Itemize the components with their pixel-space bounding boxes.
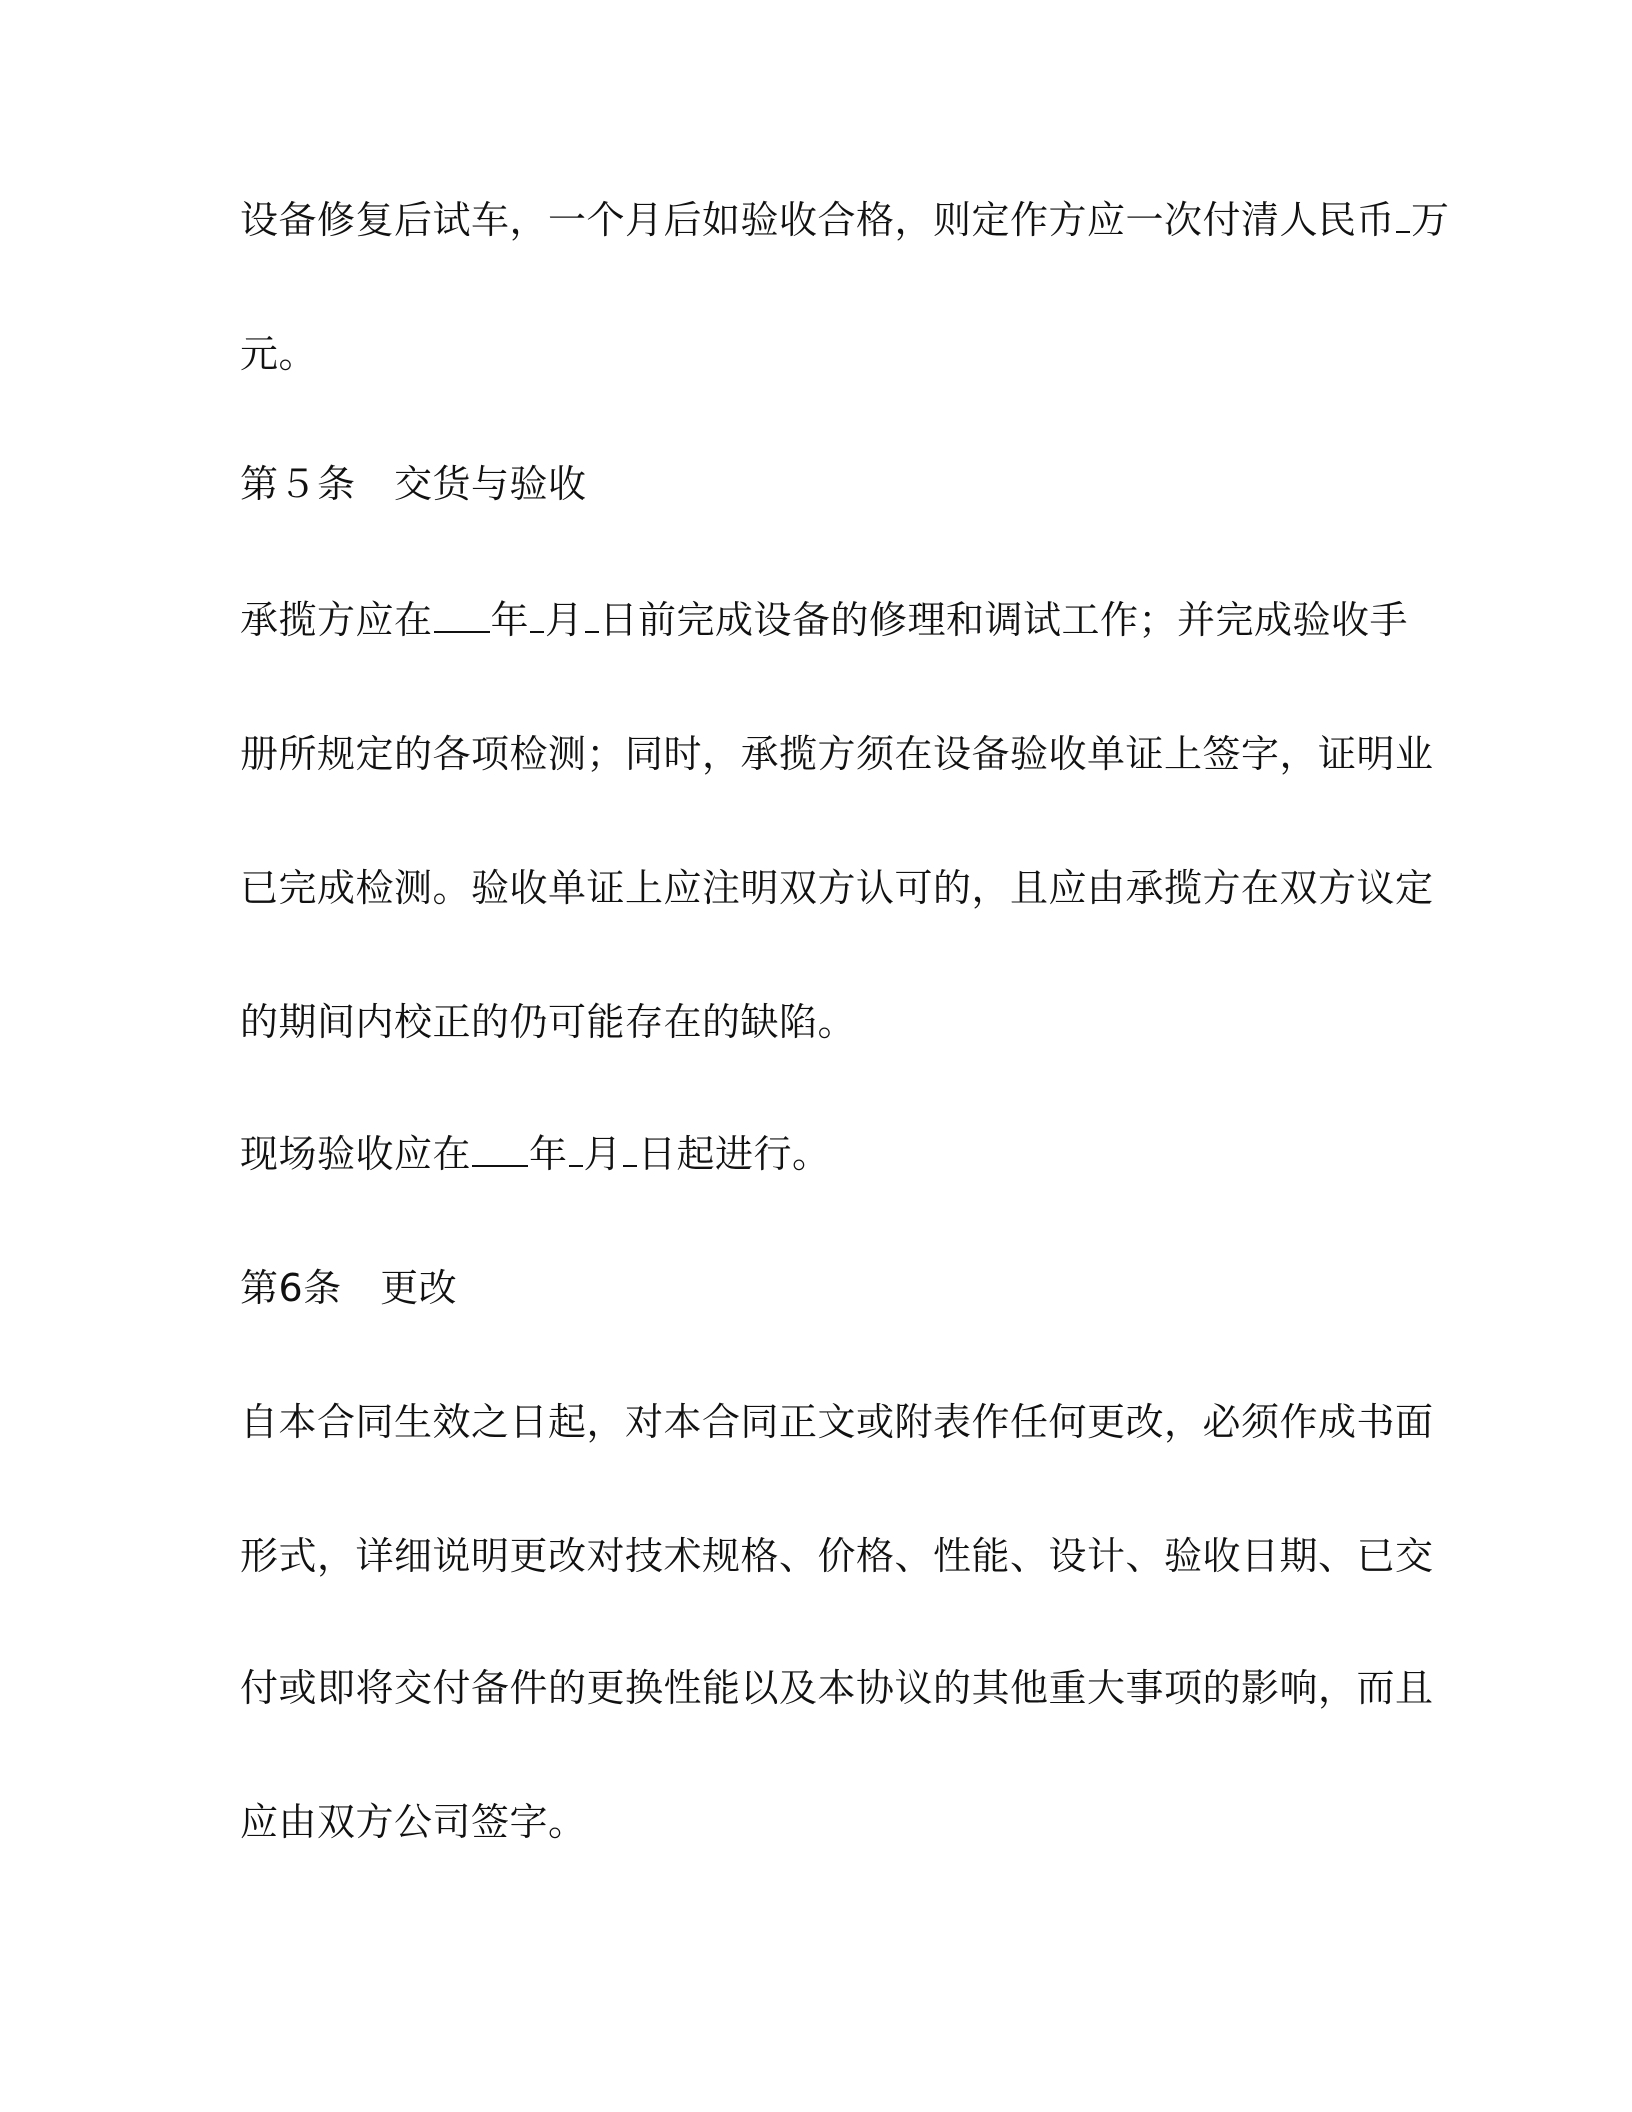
line-text: 月 [545, 598, 584, 642]
line-text: 设备修复后试车，一个月后如验收合格，则定作方应一次付清人民币 [240, 198, 1396, 242]
heading-text: 第５条 交货与验收 [240, 462, 587, 506]
paragraph-line-7 [240, 998, 1400, 1046]
paragraph-line-11 [240, 1532, 1434, 1580]
year-blank [434, 597, 490, 633]
section-heading-6 [240, 1264, 1400, 1312]
paragraph-line-5 [240, 730, 1434, 778]
month-blank [569, 1131, 583, 1167]
line-text: 年 [529, 1132, 568, 1176]
year-blank [472, 1131, 528, 1167]
line-text: 月 [583, 1132, 623, 1176]
paragraph-line-2 [240, 330, 1400, 378]
paragraph-line-12 [240, 1664, 1434, 1712]
line-text: 已完成检测。验收单证上应注明双方认可的，且应由承揽方在双方议定 [240, 866, 1434, 910]
line-text: 的期间内校正的仍可能存在的缺陷。 [240, 1000, 857, 1044]
line-text: 应由双方公司签字。 [240, 1800, 587, 1844]
line-text: 现场验收应在 [240, 1132, 472, 1176]
line-text: 年 [490, 598, 530, 642]
month-blank [530, 597, 544, 633]
paragraph-line-1 [240, 196, 1450, 244]
paragraph-line-8 [240, 1130, 1400, 1178]
line-text: 元。 [240, 332, 318, 376]
line-text: 形式，详细说明更改对技术规格、价格、性能、设计、验收日期、已交 [240, 1534, 1434, 1578]
heading-text: 第6条 更改 [240, 1266, 458, 1310]
paragraph-line-13 [240, 1798, 1400, 1846]
line-text: 自本合同生效之日起，对本合同正文或附表作任何更改，必须作成书面 [240, 1400, 1434, 1444]
paragraph-line-4 [240, 596, 1409, 644]
line-text: 付或即将交付备件的更换性能以及本协议的其他重大事项的影响，而且 [240, 1666, 1434, 1710]
day-blank [585, 597, 599, 633]
paragraph-line-10 [240, 1398, 1434, 1446]
day-blank [623, 1131, 637, 1167]
line-text: 承揽方应在 [240, 598, 433, 642]
paragraph-line-6 [240, 864, 1434, 912]
line-text: 册所规定的各项检测；同时，承揽方须在设备验收单证上签字，证明业 [240, 732, 1434, 776]
line-text: 日起进行。 [638, 1132, 831, 1176]
amount-blank [1396, 197, 1410, 233]
line-text: 万 [1411, 198, 1450, 242]
section-heading-5 [240, 460, 1400, 508]
line-text: 日前完成设备的修理和调试工作；并完成验收手 [599, 598, 1409, 642]
